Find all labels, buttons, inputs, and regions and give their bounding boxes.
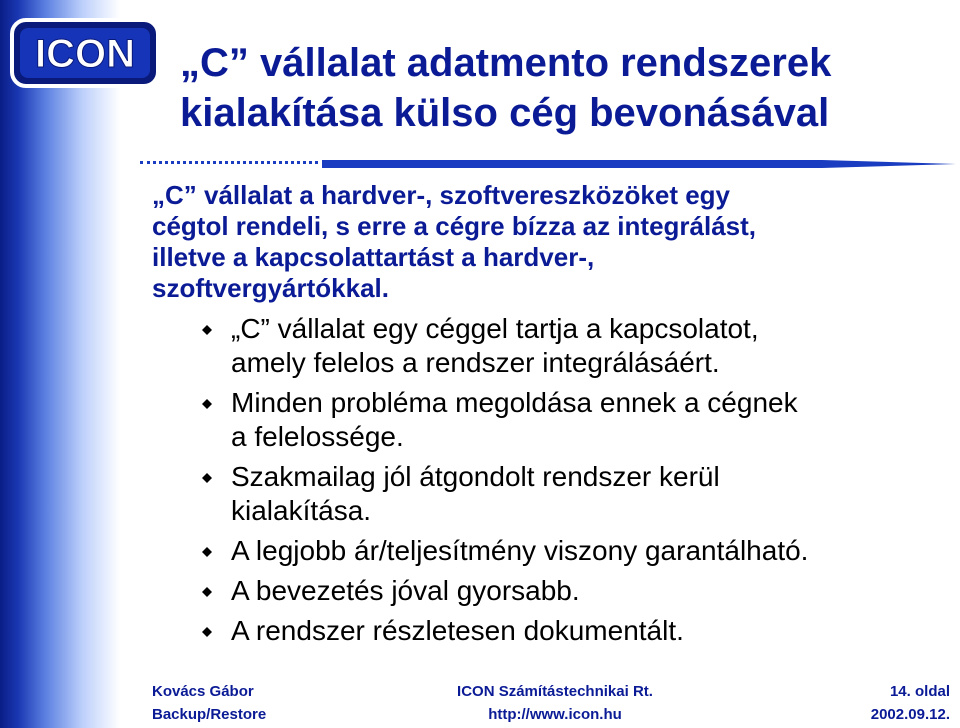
footer-page-number: 14. oldal	[889, 683, 950, 700]
intro-line-3: illetve a kapcsolattartást a hardver-,	[152, 242, 595, 272]
intro-line-1: „C” vállalat a hardver-, szoftvereszközöket egy	[152, 180, 731, 210]
bullet-3-line-2: kialakítása.	[231, 495, 372, 526]
bullet-1-line-2: amely felelos a rendszer integrálásáért.	[231, 347, 720, 378]
title-rule-bar	[322, 158, 956, 168]
list-item	[200, 460, 950, 528]
list-item	[200, 534, 950, 568]
list-item	[200, 386, 950, 454]
bullet-2-line-2: a felelossége.	[231, 421, 404, 452]
diamond-bullet-icon	[202, 547, 212, 557]
diamond-bullet-icon	[202, 627, 212, 637]
intro-line-4: szoftvergyártókkal.	[152, 273, 389, 303]
bullet-3-line-1: Szakmailag jól átgondolt rendszer kerül	[231, 461, 720, 492]
diamond-bullet-icon	[202, 399, 212, 409]
slide-footer	[0, 682, 960, 728]
bullet-4-line-1: A legjobb ár/teljesítmény viszony garantálható.	[231, 535, 809, 566]
title-rule-dotted	[140, 161, 318, 164]
list-item	[200, 574, 950, 608]
bullet-5-line-1: A bevezetés jóval gyorsabb.	[231, 575, 580, 606]
intro-paragraph	[152, 180, 942, 304]
bullet-1-line-1: „C” vállalat egy céggel tartja a kapcsolatot,	[231, 313, 759, 344]
diamond-bullet-icon	[202, 325, 212, 335]
logo-text: ICON	[35, 32, 135, 76]
list-item	[200, 312, 950, 380]
footer-company: ICON Számítástechnikai Rt.	[457, 683, 653, 700]
title-line-2: kialakítása külso cég bevonásával	[180, 91, 830, 135]
sidebar-gradient	[0, 0, 150, 728]
footer-url-link[interactable]: http://www.icon.hu	[488, 706, 622, 723]
footer-subject: Backup/Restore	[152, 706, 267, 723]
footer-date: 2002.09.12.	[870, 706, 950, 723]
footer-author: Kovács Gábor	[152, 683, 254, 700]
bullet-list	[200, 312, 950, 654]
intro-line-2: cégtol rendeli, s erre a cégre bízza az integrálást,	[152, 211, 757, 241]
bullet-2-line-1: Minden probléma megoldása ennek a cégnek	[231, 387, 798, 418]
list-item	[200, 614, 950, 648]
page-title	[180, 38, 940, 138]
title-line-1: „C” vállalat adatmento rendszerek	[180, 41, 832, 85]
bullet-6-line-1: A rendszer részletesen dokumentált.	[231, 615, 684, 646]
icon-logo	[10, 18, 160, 88]
diamond-bullet-icon	[202, 473, 212, 483]
diamond-bullet-icon	[202, 587, 212, 597]
